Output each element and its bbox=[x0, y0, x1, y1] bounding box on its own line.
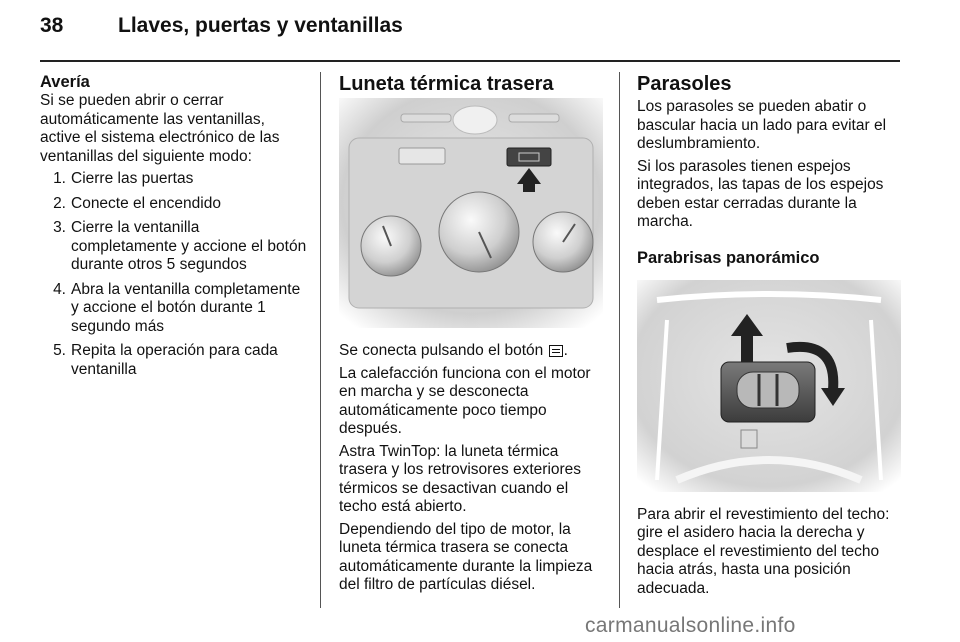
header-rule bbox=[40, 60, 900, 62]
luneta-p2: La calefacción funciona con el motor en marcha y se desconecta automáticamente poco tiempo después. bbox=[339, 364, 591, 437]
list-item bbox=[40, 219, 308, 275]
chapter-title: Llaves, puertas y ventanillas bbox=[118, 14, 403, 37]
watermark: carmanualsonline.info bbox=[585, 614, 796, 637]
step-text: Cierre la ventanilla completamente y accione el botón durante otros 5 segundos bbox=[71, 219, 307, 273]
column-luneta bbox=[339, 72, 603, 599]
column-divider-2 bbox=[619, 72, 620, 608]
step-number: 1. bbox=[53, 170, 66, 187]
luneta-p3: Astra TwinTop: la luneta térmica trasera y los retrovisores exteriores térmicos se desactivan cuando el techo está abierto. bbox=[339, 442, 582, 515]
roof-cover-handle-image bbox=[637, 280, 901, 492]
column-parasoles bbox=[637, 72, 901, 602]
step-number: 2. bbox=[53, 194, 66, 212]
averia-intro: Si se pueden abrir o cerrar automáticamente las ventanillas, active el sistema electrónico de las ventanillas del siguiente modo: bbox=[40, 92, 280, 165]
step-number: 3. bbox=[53, 219, 66, 236]
climate-control-panel-image bbox=[339, 98, 603, 328]
averia-steps bbox=[40, 170, 308, 379]
list-item bbox=[40, 195, 308, 214]
step-number: 4. bbox=[53, 280, 66, 298]
column-averia bbox=[40, 72, 308, 385]
step-text: Cierre las puertas bbox=[71, 170, 194, 187]
step-text: Abra la ventanilla completamente y accione el botón durante 1 segundo más bbox=[71, 280, 301, 335]
page-header bbox=[40, 14, 900, 48]
section-heading-parabrisas: Parabrisas panorámico bbox=[637, 248, 820, 267]
page-number: 38 bbox=[40, 14, 64, 37]
luneta-p1: Se conecta pulsando el botón . bbox=[339, 342, 568, 359]
list-item bbox=[40, 342, 308, 379]
section-heading-averia: Avería bbox=[40, 73, 90, 91]
luneta-p4: Dependiendo del tipo de motor, la luneta térmica trasera se conecta automáticamente durante la limpieza del filtro de partículas diésel. bbox=[339, 520, 593, 593]
step-text: Conecte el encendido bbox=[71, 194, 221, 212]
column-divider-1 bbox=[320, 72, 321, 608]
rear-defrost-icon bbox=[549, 345, 563, 357]
step-number: 5. bbox=[53, 342, 66, 359]
parasoles-p2: Si los parasoles tienen espejos integrados, las tapas de los espejos deben estar cerradas durante la marcha. bbox=[637, 157, 884, 230]
list-item bbox=[40, 281, 308, 337]
section-heading-parasoles: Parasoles bbox=[637, 73, 732, 95]
parabrisas-p1: Para abrir el revestimiento del techo: gire el asidero hacia la derecha y desplace el revestimiento del techo hacia atrás, hasta una posición adecuada. bbox=[637, 505, 890, 597]
section-heading-luneta: Luneta térmica trasera bbox=[339, 73, 554, 95]
parasoles-p1: Los parasoles se pueden abatir o bascular hacia un lado para evitar el deslumbramiento. bbox=[637, 98, 887, 152]
list-item bbox=[40, 170, 308, 189]
step-text: Repita la operación para cada ventanilla bbox=[71, 342, 278, 378]
